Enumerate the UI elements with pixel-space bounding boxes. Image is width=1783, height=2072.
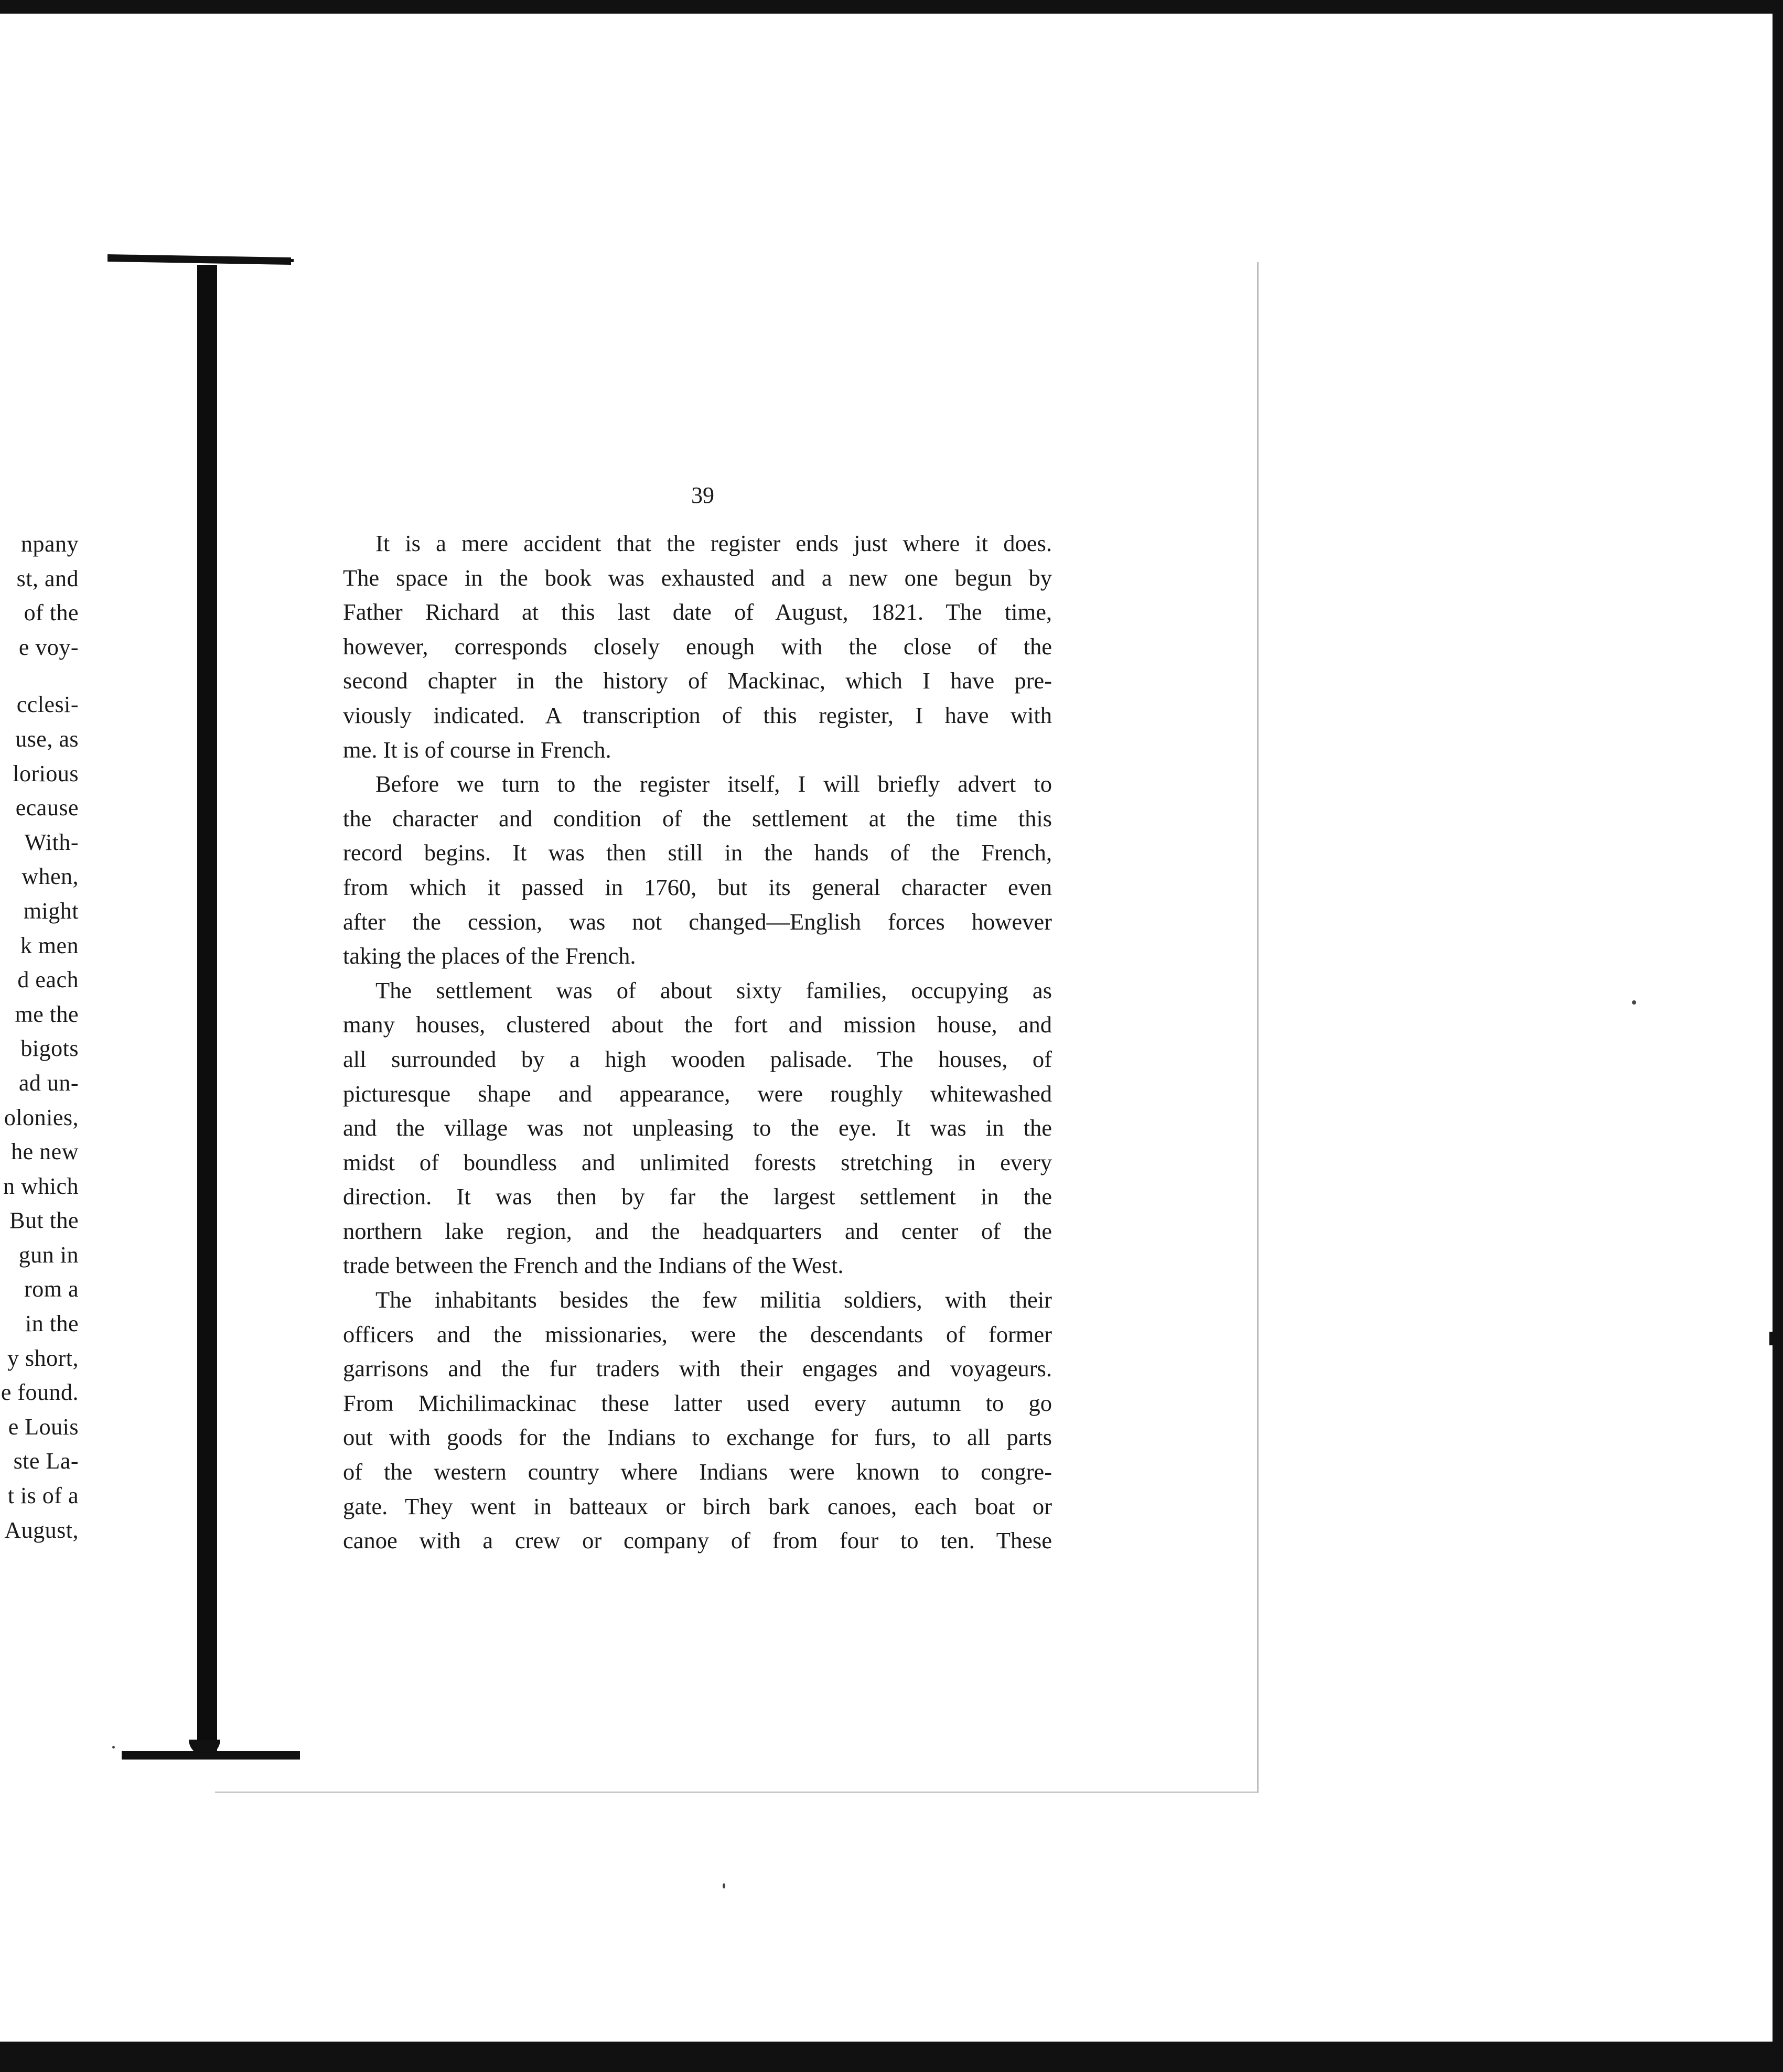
text-line: picturesque shape and appearance, were roughly whitewashed [343, 1080, 1052, 1107]
text-line: officers and the missionaries, were the descendants of former [343, 1321, 1052, 1347]
text-line: direction. It was then by far the largest settlement in the [343, 1183, 1052, 1210]
text-line: and the village was not unpleasing to the eye. It was in the [343, 1115, 1052, 1141]
book-binding [197, 265, 217, 1754]
text-line: trade between the French and the Indians of the West. [343, 1252, 844, 1279]
text-line: The inhabitants besides the few militia soldiers, with their [375, 1287, 1052, 1313]
text-line: viously indicated. A transcription of this register, I have with [343, 702, 1052, 728]
previous-page-line: in the [25, 1311, 79, 1337]
text-line: however, corresponds closely enough with the close of the [343, 633, 1052, 660]
previous-page-line: st, and [16, 565, 79, 591]
film-frame-top [0, 0, 1783, 14]
previous-page-line: k men [20, 932, 79, 958]
scan-speck [1632, 1000, 1636, 1005]
binding-top-right [215, 259, 294, 262]
text-line: midst of boundless and unlimited forests stretching in every [343, 1149, 1052, 1175]
previous-page-line: npany [20, 531, 79, 557]
previous-page-line: ecause [15, 795, 79, 821]
text-line: the character and condition of the settlement at the time this [343, 805, 1052, 832]
previous-page-line: me the [15, 1001, 79, 1027]
text-line: The space in the book was exhausted and a new one begun by [343, 564, 1052, 591]
previous-page-line: of the [24, 600, 79, 626]
previous-page-line: e Louis [8, 1413, 79, 1440]
film-frame-right [1773, 0, 1783, 2072]
binding-bottom [122, 1751, 300, 1760]
text-line: northern lake region, and the headquarters and center of the [343, 1217, 1052, 1244]
previous-page-line: bigots [20, 1035, 79, 1062]
previous-page-line: d each [17, 967, 79, 993]
text-line: after the cession, was not changed—English forces however [343, 908, 1052, 935]
text-line: The settlement was of about sixty families, occupying as [375, 977, 1052, 1003]
text-line: Father Richard at this last date of August, 1821. The time, [343, 599, 1052, 625]
page-number: 39 [691, 482, 714, 508]
previous-page-line: But the [9, 1207, 79, 1234]
previous-page-line: lorious [13, 760, 79, 786]
text-line: second chapter in the history of Mackinac, which I have pre- [343, 667, 1052, 694]
paragraph [343, 526, 1052, 767]
film-frame-bottom [0, 2042, 1783, 2072]
previous-page-line [0, 664, 79, 687]
previous-page-line: rom a [24, 1276, 79, 1302]
previous-page-line: he new [11, 1139, 79, 1165]
previous-page-line: cclesi- [16, 692, 79, 718]
previous-page-line: August, [4, 1517, 79, 1543]
text-line: record begins. It was then still in the hands of the French, [343, 839, 1052, 866]
scan-speck [723, 1883, 725, 1888]
paragraph [343, 1283, 1052, 1558]
text-line: of the western country where Indians were known to congre- [343, 1459, 1052, 1485]
text-line: From Michilimackinac these latter used every autumn to go [343, 1389, 1052, 1416]
page-body-text [343, 526, 1052, 1558]
text-line: me. It is of course in French. [343, 736, 611, 763]
text-line: all surrounded by a high wooden palisade. The houses, of [343, 1045, 1052, 1072]
previous-page-line: olonies, [4, 1104, 79, 1130]
text-line: out with goods for the Indians to exchange for furs, to all parts [343, 1424, 1052, 1451]
text-line: many houses, clustered about the fort and mission house, and [343, 1011, 1052, 1038]
text-line: canoe with a crew or company of from four to ten. These [343, 1527, 1052, 1554]
text-line: It is a mere accident that the register ends just where it does. [375, 530, 1052, 556]
previous-page-line: e found. [1, 1379, 79, 1406]
previous-page-line: use, as [15, 726, 79, 752]
previous-page-line: y short, [7, 1345, 79, 1371]
text-line: gate. They went in batteaux or birch bark canoes, each boat or [343, 1493, 1052, 1519]
previous-page-line: when, [22, 864, 79, 890]
paragraph [343, 974, 1052, 1283]
previous-page-line: might [23, 898, 79, 924]
film-edge-mark [1769, 1332, 1776, 1345]
scan-speck [112, 1746, 115, 1749]
paragraph [343, 767, 1052, 974]
previous-page-line: e voy- [18, 634, 79, 660]
text-line: garrisons and the fur traders with their engages and voyageurs. [343, 1355, 1052, 1382]
previous-page-line: ste La- [13, 1448, 79, 1474]
text-line: from which it passed in 1760, but its general character even [343, 873, 1052, 900]
previous-page-line: n which [3, 1173, 79, 1199]
text-line: Before we turn to the register itself, I will briefly advert to [375, 771, 1052, 797]
previous-page-line: gun in [18, 1242, 79, 1268]
previous-page-line: ad un- [18, 1070, 79, 1096]
previous-page-line: t is of a [7, 1483, 79, 1509]
text-line: taking the places of the French. [343, 943, 636, 969]
previous-page-line: With- [24, 829, 79, 855]
previous-page-text [0, 527, 79, 1547]
